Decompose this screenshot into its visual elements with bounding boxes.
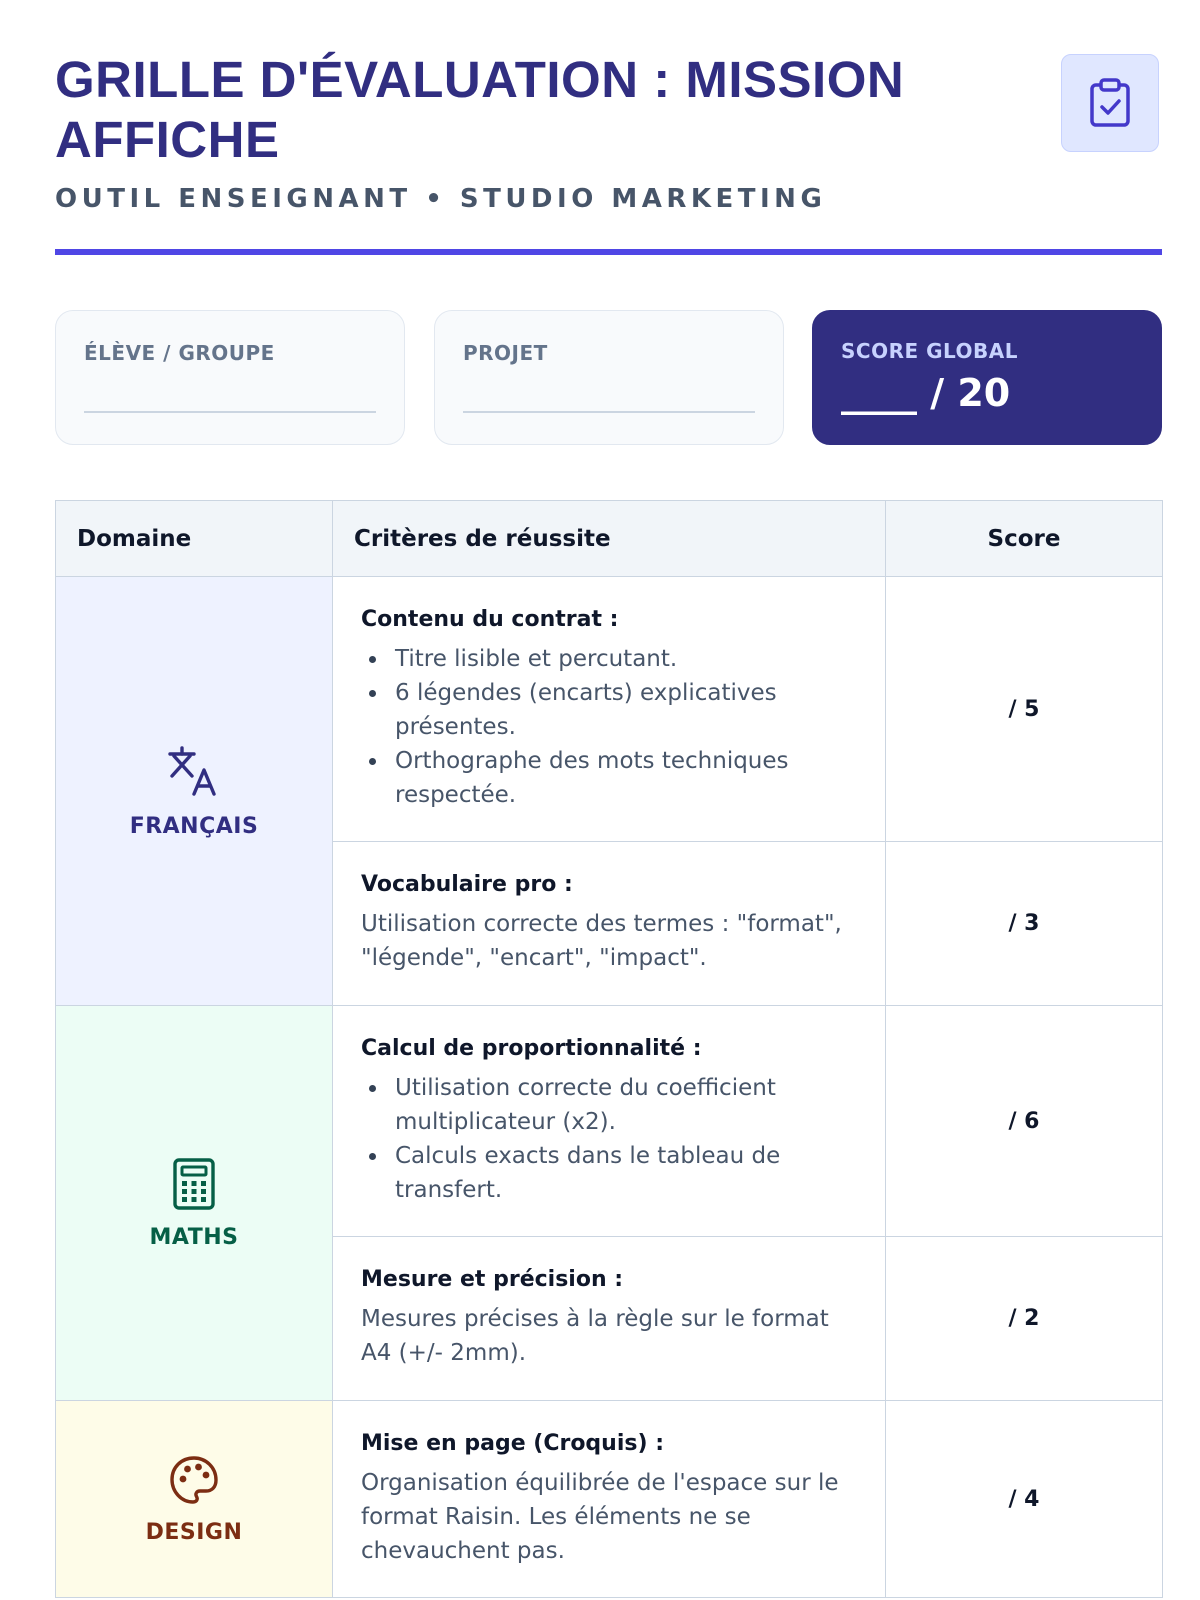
calculator-icon: [172, 1157, 216, 1211]
criteria-description: Organisation équilibrée de l'espace sur le format Raisin. Les éléments ne se chevauchent pas.: [361, 1469, 839, 1564]
criteria-cell: [333, 1006, 886, 1237]
criteria-cell: [333, 1401, 886, 1598]
score-cell[interactable]: / 6: [886, 1006, 1163, 1237]
score-cell[interactable]: / 2: [886, 1237, 1163, 1401]
criteria-title: Mise en page (Croquis) :: [361, 1430, 664, 1456]
table-row: [56, 1006, 1163, 1237]
domain-design: [56, 1401, 333, 1598]
criteria-title: Contenu du contrat :: [361, 606, 619, 632]
domain-maths: [56, 1006, 333, 1401]
criteria-description: Mesures précises à la règle sur le format A4 (+/- 2mm).: [361, 1306, 829, 1366]
criteria-list: [361, 1071, 855, 1207]
criteria-title: Mesure et précision :: [361, 1267, 624, 1292]
table-header-row: [56, 501, 1163, 577]
score-cell[interactable]: / 4: [886, 1401, 1163, 1598]
criteria-cell: [333, 1237, 886, 1401]
project-label: PROJET: [463, 341, 548, 365]
domain-name: MATHS: [149, 1224, 239, 1250]
criteria-cell: [333, 577, 886, 842]
table-row: [56, 1401, 1163, 1598]
criteria-list: [361, 642, 855, 812]
score-cell[interactable]: / 3: [886, 842, 1163, 1006]
global-score-label: SCORE GLOBAL: [841, 339, 1019, 363]
criteria-cell: [333, 842, 886, 1006]
translate-icon: [166, 744, 222, 800]
criteria-title: Calcul de proportionnalité :: [361, 1035, 702, 1061]
criteria-description: Utilisation correcte des termes : "format", "légende", "encart", "impact".: [361, 911, 842, 971]
domain-name: DESIGN: [145, 1519, 243, 1545]
header-domain: Domaine: [56, 501, 333, 577]
page-subtitle: OUTIL ENSEIGNANT • STUDIO MARKETING: [55, 184, 827, 214]
student-group-line: [84, 411, 376, 413]
domain-francais: [56, 577, 333, 1006]
student-group-label: ÉLÈVE / GROUPE: [84, 341, 275, 365]
evaluation-table: [55, 500, 1163, 1598]
header: [55, 50, 1162, 256]
global-score-card: [812, 310, 1162, 445]
criteria-item: Calculs exacts dans le tableau de transfert.: [361, 1139, 855, 1207]
criteria-item: Utilisation correcte du coefficient multiplicateur (x2).: [361, 1071, 855, 1139]
domain-name: FRANÇAIS: [129, 813, 259, 839]
criteria-item: 6 légendes (encarts) explicatives présentes.: [361, 676, 855, 744]
info-cards: [55, 310, 1162, 445]
header-criteria: Critères de réussite: [333, 501, 886, 577]
criteria-item: Titre lisible et percutant.: [361, 642, 855, 676]
palette-icon: [168, 1454, 220, 1506]
project-field[interactable]: [434, 310, 784, 445]
clipboard-check-icon: [1088, 78, 1132, 128]
table-row: [56, 577, 1163, 842]
header-score: Score: [886, 501, 1163, 577]
page-title: GRILLE D'ÉVALUATION : MISSION AFFICHE: [55, 51, 905, 168]
criteria-title: Vocabulaire pro :: [361, 872, 573, 897]
header-divider: [55, 249, 1162, 255]
global-score-value: ____ / 20: [841, 371, 1011, 415]
score-cell[interactable]: / 5: [886, 577, 1163, 842]
project-line: [463, 411, 755, 413]
criteria-item: Orthographe des mots techniques respectée.: [361, 744, 855, 812]
clipboard-check-badge: [1061, 54, 1159, 152]
student-group-field[interactable]: [55, 310, 405, 445]
